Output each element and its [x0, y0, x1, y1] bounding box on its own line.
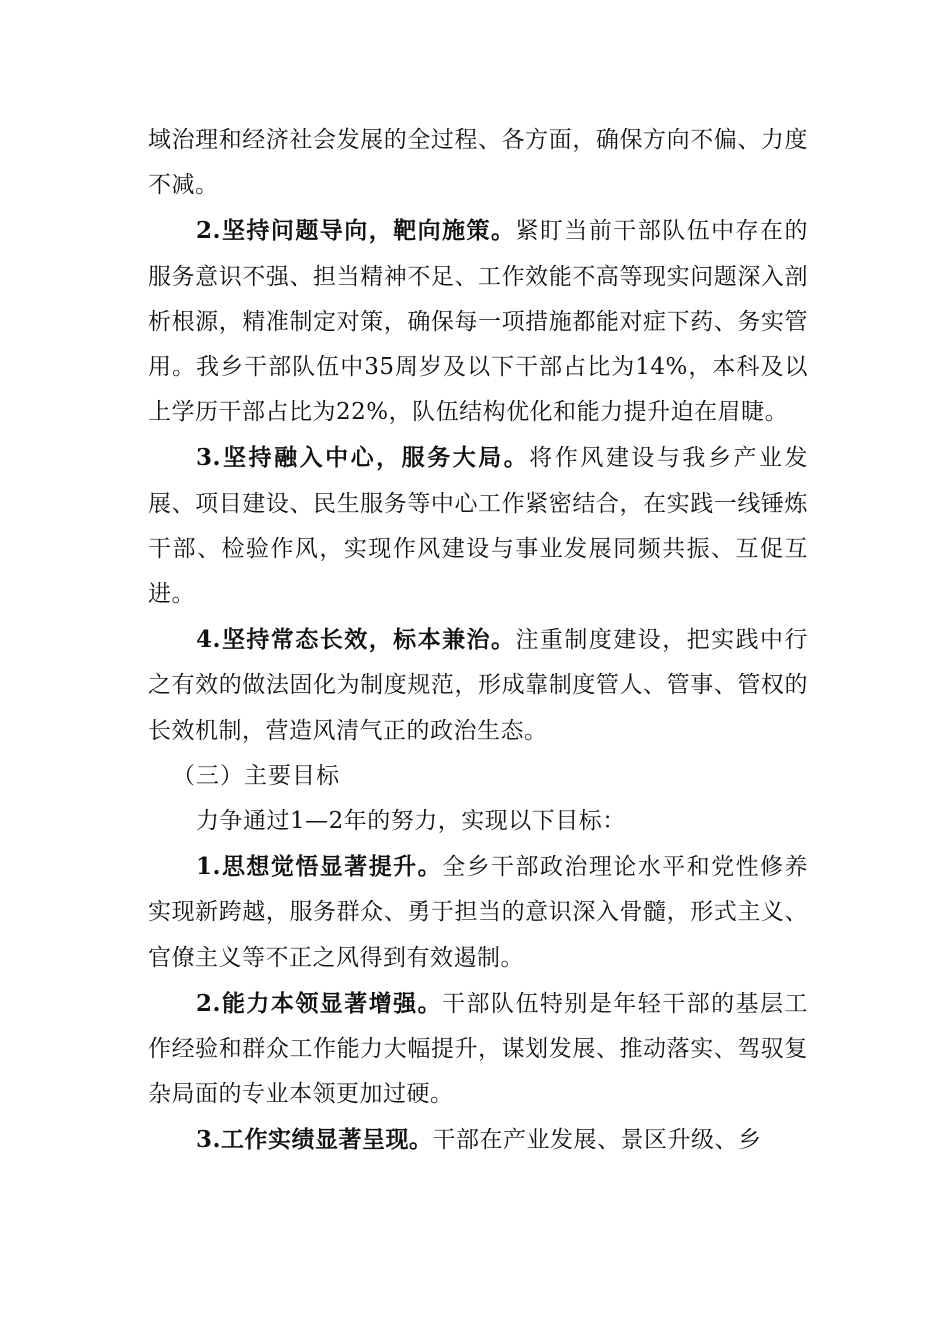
principle-2-paragraph	[148, 208, 808, 435]
principle-2-heading: 2.坚持问题导向，靶向施策。	[196, 217, 516, 245]
principle-4-heading: 4.坚持常态长效，标本兼治。	[196, 626, 516, 654]
principle-3-paragraph	[148, 435, 808, 617]
goal-3-paragraph	[148, 1117, 808, 1163]
paragraph-continuation	[148, 118, 808, 208]
goal-1-paragraph	[148, 844, 808, 981]
principle-4-text: 注重制度建设，把实践中行之有效的做法固化为制度规范，形成靠制度管人、管事、管权的长效机制，营造风清气正的政治生态。	[148, 627, 809, 744]
principle-3-text: 将作风建设与我乡产业发展、项目建设、民生服务等中心工作紧密结合，在实践一线锤炼干部、检验作风，实现作风建设与事业发展同频共振、互促互进。	[148, 445, 809, 608]
document-body	[148, 118, 808, 1164]
paragraph-text: 域治理和经济社会发展的全过程、各方面，确保方向不偏、力度不减。	[148, 127, 808, 199]
principle-2-text: 紧盯当前干部队伍中存在的服务意识不强、担当精神不足、工作效能不高等现实问题深入剖析根源，精准制定对策，确保每一项措施都能对症下药、务实管用。我乡干部队伍中35周岁及以下干部占比为14%，本科及以上学历干部占比为22%，队伍结构优化和能力提升迫在眉睫。	[148, 218, 809, 426]
principle-3-heading: 3.坚持融入中心，服务大局。	[196, 444, 530, 472]
goal-1-text: 全乡干部政治理论水平和党性修养实现新跨越，服务群众、勇于担当的意识深入骨髓，形式主义、官僚主义等不正之风得到有效遏制。	[148, 854, 809, 971]
goal-2-text: 干部队伍特别是年轻干部的基层工作经验和群众工作能力大幅提升，谋划发展、推动落实、驾驭复杂局面的专业本领更加过硬。	[148, 990, 809, 1108]
goals-intro: 力争通过1—2年的努力，实现以下目标：	[196, 808, 626, 835]
goal-2-paragraph	[148, 981, 808, 1118]
principle-4-paragraph	[148, 617, 808, 754]
goal-2-heading: 2.能力本领显著增强。	[196, 989, 443, 1017]
goal-1-heading: 1.思想觉悟显著提升。	[196, 853, 443, 881]
goal-3-heading: 3.工作实绩显著呈现。	[196, 1126, 433, 1154]
section-title: （三）主要目标	[172, 762, 340, 789]
goal-3-text: 干部在产业发展、景区升级、乡	[432, 1127, 762, 1154]
